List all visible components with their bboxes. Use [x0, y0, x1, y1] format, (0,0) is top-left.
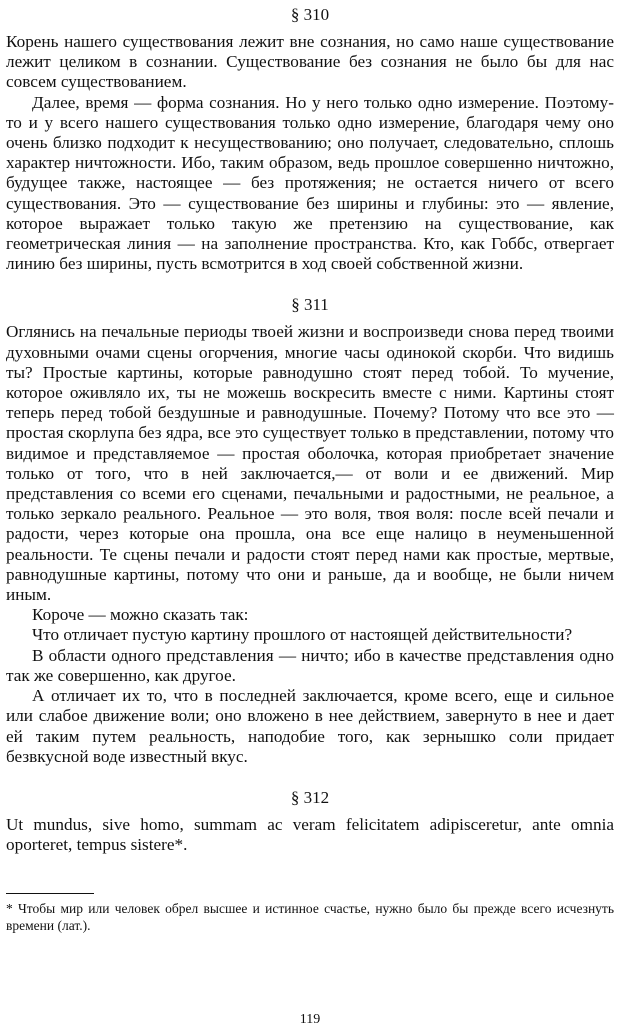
section-311 [6, 294, 614, 766]
paragraph: В области одного представления — ничто; ибо в качестве представления одно так же совершенно, как другое. [6, 645, 614, 685]
section-heading: § 312 [290, 787, 330, 807]
paragraph: А отличает их то, что в последней заключается, кроме всего, еще и сильное или слабое движение воли; оно вложено в нее действием, завернуто в нее и дает ей таким путем реальность, наподобие того, как зернышко соли придает безвкусной воде известный вкус. [6, 686, 614, 766]
footnote-divider [6, 893, 94, 894]
paragraph: Ut mundus, sive homo, summam ac veram felicitatem adipisceretur, ante omnia oporteret, tempus sistere*. [6, 814, 614, 855]
footnote: * Чтобы мир или человек обрел высшее и истинное счастье, нужно было бы прежде всего исчезнуть времени (лат.). [6, 901, 614, 934]
section-310 [6, 4, 614, 274]
paragraph: Корень нашего существования лежит вне сознания, но само наше существование лежит целиком в сознании. Существование без сознания не было бы для нас совсем существованием. [6, 32, 614, 92]
paragraph: Короче — можно сказать так: [32, 605, 249, 625]
section-heading: § 311 [291, 295, 329, 315]
paragraph: Что отличает пустую картину прошлого от настоящей действительности? [32, 625, 573, 645]
section-312 [6, 787, 614, 855]
page-number: 119 [299, 1012, 321, 1027]
paragraph: Оглянись на печальные периоды твоей жизни и воспроизведи снова перед твоими духовными очами сцены огорчения, многие часы одинокой скорби. Что видишь ты? Простые картины, которые равнодушно стоят перед тобой. То мучение, которое оживляло их, ты не можешь воскресить вместе с ними. Картины стоят теперь перед тобой бездушные и равнодушные. Почему? Потому что все это — простая скорлупа без ядра, все это существует только в представлении, потому что видимое и представляемое — простая оболочка, которая приобретает значение только от того, что в ней заключается,— от воли и ее движений. Мир представления со всеми его сценами, печальными и радостными, не реальное, а только зеркало реального. Реальное — это воля, твоя воля: после всей печали и радости, через которые она прошла, она все еще налицо в неуменьшенной реальности. Те сцены печали и радости стоят перед нами как простые, мертвые, равнодушные картины, потому что они и раньше, да и вообще, не были ничем иным. [6, 322, 614, 605]
paragraph: Далее, время — форма сознания. Но у него только одно измерение. Поэтому-то и у всего нашего существования только одно измерение, благодаря чему оно очень близко подходит к несуществованию; оно получает, следовательно, сплошь характер ничтожности. Ибо, таким образом, ведь прошлое совершенно ничтожно, будущее также, настоящее — без протяжения; не остается ничего от всего существования. Это — существование без ширины и глубины: это — явление, которое выражает только такую же претензию на существование, как геометрическая линия — на заполнение пространства. Кто, как Гоббс, отвергает линию без ширины, пусть всмотрится в ход своей собственной жизни. [6, 92, 614, 274]
section-heading: § 310 [290, 5, 330, 24]
